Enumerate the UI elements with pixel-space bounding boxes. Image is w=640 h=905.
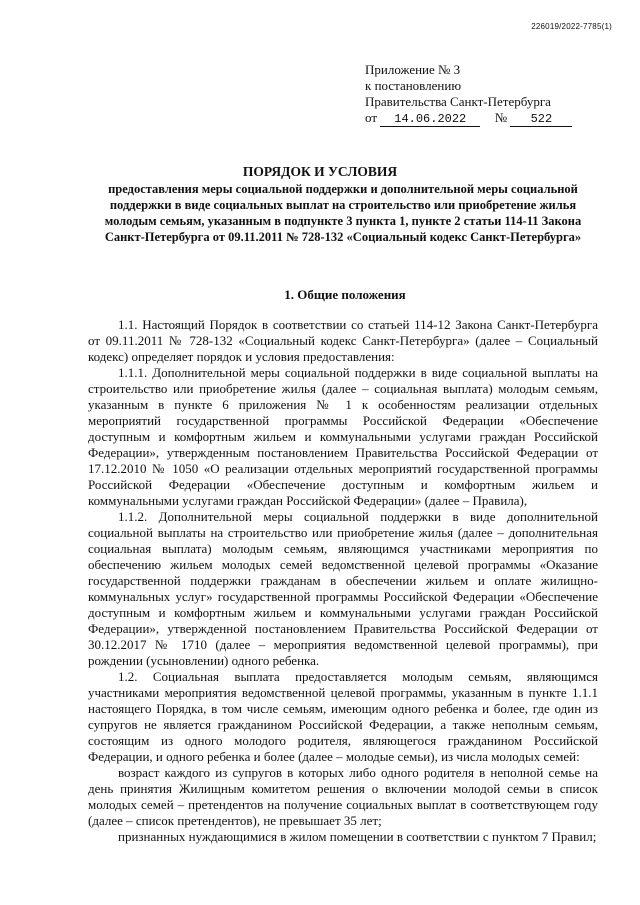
resolution-date: 14.06.2022 [380, 113, 480, 127]
paragraph-1-1-2: 1.1.2. Дополнительной меры социальной поддержки в виде дополнительной социальной выплаты на строительство или приобретение жилья (далее – дополнительная социальная выплата) молодым семьям, являющимся участниками мероприятия по обеспечению жильем молодых семей ведомственной целевой программы «Оказание государственной поддержки гражданам в обеспечении жильем и оплате жилищно-коммунальных услуг» государственной программы Российской Федерации «Обеспечение доступным и комфортным жильем и коммунальными услугами граждан Российской Федерации», утвержденной постановлением Правительства Российской Федерации от 30.12.2017 № 1710 (далее – мероприятия ведомственной целевой программы), при рождении (усыновлении) одного ребенка. [88, 509, 598, 668]
appendix-government: Правительства Санкт-Петербурга [365, 94, 551, 109]
appendix-date-line [365, 110, 572, 127]
paragraph-1-1-1: 1.1.1. Дополнительной меры социальной поддержки в виде социальной выплаты на строительство или приобретение жилья (далее – социальная выплата) молодым семьям, указанным в пункте 6 приложения № 1 к особенностям реализации отдельных мероприятий государственной программы Российской Федерации «Обеспечение доступным и комфортным жильем и коммунальными услугами граждан Российской Федерации», утвержденным постановлением Правительства Российской Федерации от 17.12.2010 № 1050 «О реализации отдельных мероприятий государственной программы Российской Федерации «Обеспечение доступным и комфортным жильем и коммунальными услугами граждан Российской Федерации» (далее – Правила), [88, 365, 598, 508]
resolution-number: 522 [510, 113, 572, 127]
appendix-resolution-ref: к постановлению [365, 78, 462, 93]
paragraph-1-2: 1.2. Социальная выплата предоставляется молодым семьям, являющимся участниками мероприятия ведомственной целевой программы, указанным в пункте 1.1.1 настоящего Порядка, в том числе семьям, имеющим одного ребенка и более, где один из супругов не является гражданином Российской Федерации, а также неполным семьям, состоящим из одного молодого родителя, являющегося гражданином Российской Федерации, и одного ребенка и более (далее – молодые семьи), из числа молодых семей: [88, 669, 598, 764]
document-id: 226019/2022-7785(1) [531, 22, 612, 31]
document-subtitle: предоставления меры социальной поддержки и дополнительной меры социальной поддержки в виде социальных выплат на строительство или приобретение жилья молодым семьям, указанным в подпункте 3 пункта 1, пункте 2 статьи 114-11 Закона Санкт-Петербурга от 09.11.2011 № 728-132 «Социальный кодекс Санкт-Петербурга» [104, 182, 582, 244]
appendix-number: Приложение № 3 [365, 62, 461, 77]
document-title: ПОРЯДОК И УСЛОВИЯ [242, 164, 398, 179]
number-label: № [494, 110, 508, 125]
section-heading: 1. Общие положения [284, 287, 406, 302]
paragraph-age-condition: возраст каждого из супругов в которых либо одного родителя в неполной семье на день принятия Жилищным комитетом решения о включении молодой семьи в список молодых семей – претендентов на получение социальных выплат в соответствующем году (далее – список претендентов), не превышает 35 лет; [88, 765, 598, 828]
document-body [88, 317, 598, 845]
paragraph-housing-need: признанных нуждающимися в жилом помещении в соответствии с пунктом 7 Правил; [118, 829, 597, 844]
paragraph-1-1: 1.1. Настоящий Порядок в соответствии со статьей 114-12 Закона Санкт-Петербурга от 09.11.2011 № 728-132 «Социальный кодекс Санкт-Петербурга» (далее – Социальный кодекс) определяет порядок и условия предоставления: [88, 317, 598, 364]
appendix-block [365, 62, 572, 127]
from-label: от [365, 110, 378, 125]
